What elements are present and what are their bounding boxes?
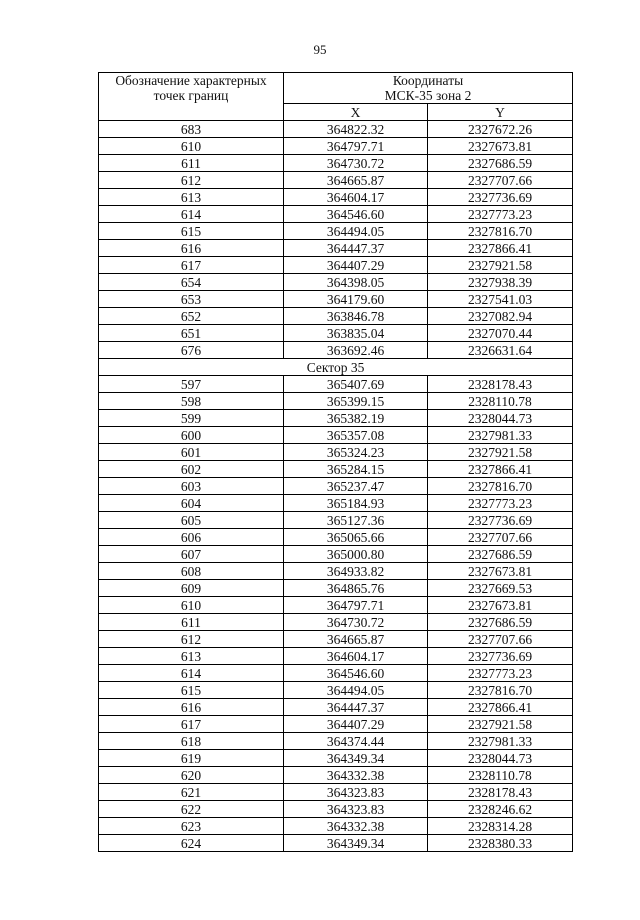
x-coordinate-cell: 363846.78	[284, 308, 428, 325]
y-coordinate-cell: 2327686.59	[428, 155, 573, 172]
point-id-cell: 624	[99, 835, 284, 852]
point-id-cell: 599	[99, 410, 284, 427]
point-id-cell: 621	[99, 784, 284, 801]
point-id-cell: 652	[99, 308, 284, 325]
point-id-cell: 612	[99, 631, 284, 648]
y-coordinate-cell: 2327672.26	[428, 121, 573, 138]
point-id-cell: 620	[99, 767, 284, 784]
x-coordinate-cell: 365382.19	[284, 410, 428, 427]
y-coordinate-cell: 2327866.41	[428, 240, 573, 257]
point-id-cell: 613	[99, 189, 284, 206]
point-id-cell: 613	[99, 648, 284, 665]
y-coordinate-cell: 2327673.81	[428, 597, 573, 614]
y-coordinate-cell: 2327707.66	[428, 631, 573, 648]
table-row	[99, 784, 573, 801]
y-coordinate-cell: 2328380.33	[428, 835, 573, 852]
table-row	[99, 393, 573, 410]
x-coordinate-cell: 364323.83	[284, 801, 428, 818]
y-coordinate-cell: 2327736.69	[428, 648, 573, 665]
x-coordinate-cell: 364494.05	[284, 223, 428, 240]
x-coordinate-cell: 365184.93	[284, 495, 428, 512]
point-id-cell: 614	[99, 206, 284, 223]
x-coordinate-cell: 365399.15	[284, 393, 428, 410]
y-coordinate-cell: 2327707.66	[428, 529, 573, 546]
point-id-cell: 676	[99, 342, 284, 359]
point-id-cell: 604	[99, 495, 284, 512]
point-id-cell: 609	[99, 580, 284, 597]
x-coordinate-cell: 364494.05	[284, 682, 428, 699]
x-coordinate-cell: 365065.66	[284, 529, 428, 546]
point-id-cell: 600	[99, 427, 284, 444]
table-row	[99, 818, 573, 835]
table-row	[99, 699, 573, 716]
page-number: 95	[313, 42, 327, 57]
section-row	[99, 359, 573, 376]
x-coordinate-cell: 364797.71	[284, 597, 428, 614]
table-row	[99, 733, 573, 750]
point-id-cell: 606	[99, 529, 284, 546]
x-coordinate-cell: 364407.29	[284, 257, 428, 274]
point-id-cell: 619	[99, 750, 284, 767]
table-header	[99, 73, 573, 121]
y-coordinate-cell: 2327707.66	[428, 172, 573, 189]
x-coordinate-cell: 364179.60	[284, 291, 428, 308]
x-coordinate-cell: 363692.46	[284, 342, 428, 359]
y-coordinate-cell: 2326631.64	[428, 342, 573, 359]
table-body-bottom	[99, 376, 573, 852]
point-id-cell: 653	[99, 291, 284, 308]
y-coordinate-cell: 2327921.58	[428, 716, 573, 733]
x-coordinate-cell: 364407.29	[284, 716, 428, 733]
x-coordinate-cell: 364665.87	[284, 172, 428, 189]
x-coordinate-cell: 364604.17	[284, 189, 428, 206]
table-row	[99, 512, 573, 529]
table-row	[99, 648, 573, 665]
x-coordinate-cell: 364665.87	[284, 631, 428, 648]
y-coordinate-cell: 2327070.44	[428, 325, 573, 342]
point-id-cell: 622	[99, 801, 284, 818]
point-id-cell: 651	[99, 325, 284, 342]
point-id-cell: 616	[99, 240, 284, 257]
x-coordinate-cell: 364349.34	[284, 750, 428, 767]
table-row	[99, 444, 573, 461]
x-coordinate-cell: 364349.34	[284, 835, 428, 852]
point-id-cell: 611	[99, 155, 284, 172]
table-row	[99, 410, 573, 427]
x-coordinate-cell: 364398.05	[284, 274, 428, 291]
x-coordinate-cell: 364933.82	[284, 563, 428, 580]
point-id-cell: 618	[99, 733, 284, 750]
x-coordinate-cell: 365000.80	[284, 546, 428, 563]
point-id-cell: 602	[99, 461, 284, 478]
table-row	[99, 138, 573, 155]
table-row	[99, 767, 573, 784]
table-row	[99, 308, 573, 325]
y-coordinate-cell: 2327773.23	[428, 206, 573, 223]
y-coordinate-cell: 2327673.81	[428, 138, 573, 155]
coordinates-table	[98, 72, 573, 852]
point-id-cell: 617	[99, 716, 284, 733]
table-row	[99, 121, 573, 138]
point-id-cell: 654	[99, 274, 284, 291]
point-id-cell: 597	[99, 376, 284, 393]
designation-header-line2: точек границ	[153, 88, 229, 103]
table-row	[99, 546, 573, 563]
x-coordinate-cell: 365357.08	[284, 427, 428, 444]
y-coordinate-cell: 2327673.81	[428, 563, 573, 580]
table-row	[99, 495, 573, 512]
y-coordinate-cell: 2327541.03	[428, 291, 573, 308]
x-coordinate-cell: 365284.15	[284, 461, 428, 478]
table-body-top	[99, 121, 573, 359]
x-coordinate-cell: 365407.69	[284, 376, 428, 393]
y-coordinate-cell: 2328178.43	[428, 784, 573, 801]
point-id-cell: 608	[99, 563, 284, 580]
table-row	[99, 580, 573, 597]
table-row	[99, 155, 573, 172]
x-coordinate-cell: 364447.37	[284, 240, 428, 257]
point-id-cell: 614	[99, 665, 284, 682]
coordinates-header-line2: МСК-35 зона 2	[384, 88, 472, 103]
table-row	[99, 461, 573, 478]
point-id-cell: 623	[99, 818, 284, 835]
point-id-cell: 615	[99, 223, 284, 240]
y-coordinate-cell: 2327082.94	[428, 308, 573, 325]
table-row	[99, 325, 573, 342]
section-divider	[99, 359, 573, 376]
table-row	[99, 529, 573, 546]
table-row	[99, 274, 573, 291]
x-coordinate-cell: 364546.60	[284, 206, 428, 223]
x-coordinate-cell: 364865.76	[284, 580, 428, 597]
y-coordinate-cell: 2327938.39	[428, 274, 573, 291]
y-column-header: Y	[428, 104, 573, 121]
x-coordinate-cell: 364604.17	[284, 648, 428, 665]
table-row	[99, 223, 573, 240]
table-row	[99, 240, 573, 257]
y-coordinate-cell: 2327816.70	[428, 223, 573, 240]
table-row	[99, 716, 573, 733]
y-coordinate-cell: 2327773.23	[428, 665, 573, 682]
y-coordinate-cell: 2328110.78	[428, 393, 573, 410]
point-id-cell: 683	[99, 121, 284, 138]
x-coordinate-cell: 364332.38	[284, 818, 428, 835]
section-label: Сектор 35	[99, 359, 573, 376]
point-id-cell: 615	[99, 682, 284, 699]
table-row	[99, 478, 573, 495]
x-coordinate-cell: 365324.23	[284, 444, 428, 461]
point-id-cell: 617	[99, 257, 284, 274]
y-coordinate-cell: 2328314.28	[428, 818, 573, 835]
x-coordinate-cell: 363835.04	[284, 325, 428, 342]
y-coordinate-cell: 2328178.43	[428, 376, 573, 393]
table-row	[99, 682, 573, 699]
table-row	[99, 189, 573, 206]
x-coordinate-cell: 365127.36	[284, 512, 428, 529]
point-id-cell: 598	[99, 393, 284, 410]
point-id-cell: 616	[99, 699, 284, 716]
designation-header	[99, 73, 284, 121]
table-row	[99, 563, 573, 580]
x-coordinate-cell: 364797.71	[284, 138, 428, 155]
x-coordinate-cell: 364447.37	[284, 699, 428, 716]
point-id-cell: 605	[99, 512, 284, 529]
table-row	[99, 750, 573, 767]
table-row	[99, 597, 573, 614]
table-row	[99, 257, 573, 274]
table-row	[99, 427, 573, 444]
y-coordinate-cell: 2327816.70	[428, 478, 573, 495]
table-row	[99, 172, 573, 189]
y-coordinate-cell: 2327981.33	[428, 427, 573, 444]
x-coordinate-cell: 365237.47	[284, 478, 428, 495]
y-coordinate-cell: 2327816.70	[428, 682, 573, 699]
table-row	[99, 835, 573, 852]
y-coordinate-cell: 2328246.62	[428, 801, 573, 818]
table-row	[99, 665, 573, 682]
y-coordinate-cell: 2327686.59	[428, 546, 573, 563]
coordinates-header	[284, 73, 573, 104]
table-row	[99, 801, 573, 818]
x-coordinate-cell: 364546.60	[284, 665, 428, 682]
table-row	[99, 631, 573, 648]
point-id-cell: 611	[99, 614, 284, 631]
x-coordinate-cell: 364822.32	[284, 121, 428, 138]
table-row	[99, 291, 573, 308]
y-coordinate-cell: 2327686.59	[428, 614, 573, 631]
y-coordinate-cell: 2327773.23	[428, 495, 573, 512]
point-id-cell: 610	[99, 597, 284, 614]
x-column-header: X	[284, 104, 428, 121]
y-coordinate-cell: 2328044.73	[428, 750, 573, 767]
table-row	[99, 206, 573, 223]
y-coordinate-cell: 2327736.69	[428, 512, 573, 529]
point-id-cell: 603	[99, 478, 284, 495]
y-coordinate-cell: 2328110.78	[428, 767, 573, 784]
table-row	[99, 376, 573, 393]
point-id-cell: 601	[99, 444, 284, 461]
point-id-cell: 612	[99, 172, 284, 189]
y-coordinate-cell: 2327866.41	[428, 461, 573, 478]
point-id-cell: 610	[99, 138, 284, 155]
coordinates-header-line1: Координаты	[392, 73, 464, 88]
x-coordinate-cell: 364332.38	[284, 767, 428, 784]
x-coordinate-cell: 364730.72	[284, 155, 428, 172]
x-coordinate-cell: 364323.83	[284, 784, 428, 801]
y-coordinate-cell: 2327921.58	[428, 257, 573, 274]
y-coordinate-cell: 2327981.33	[428, 733, 573, 750]
y-coordinate-cell: 2327921.58	[428, 444, 573, 461]
point-id-cell: 607	[99, 546, 284, 563]
x-coordinate-cell: 364730.72	[284, 614, 428, 631]
x-coordinate-cell: 364374.44	[284, 733, 428, 750]
y-coordinate-cell: 2327866.41	[428, 699, 573, 716]
y-coordinate-cell: 2327736.69	[428, 189, 573, 206]
table-row	[99, 342, 573, 359]
designation-header-line1: Обозначение характерных	[115, 73, 267, 88]
y-coordinate-cell: 2328044.73	[428, 410, 573, 427]
y-coordinate-cell: 2327669.53	[428, 580, 573, 597]
table-row	[99, 614, 573, 631]
